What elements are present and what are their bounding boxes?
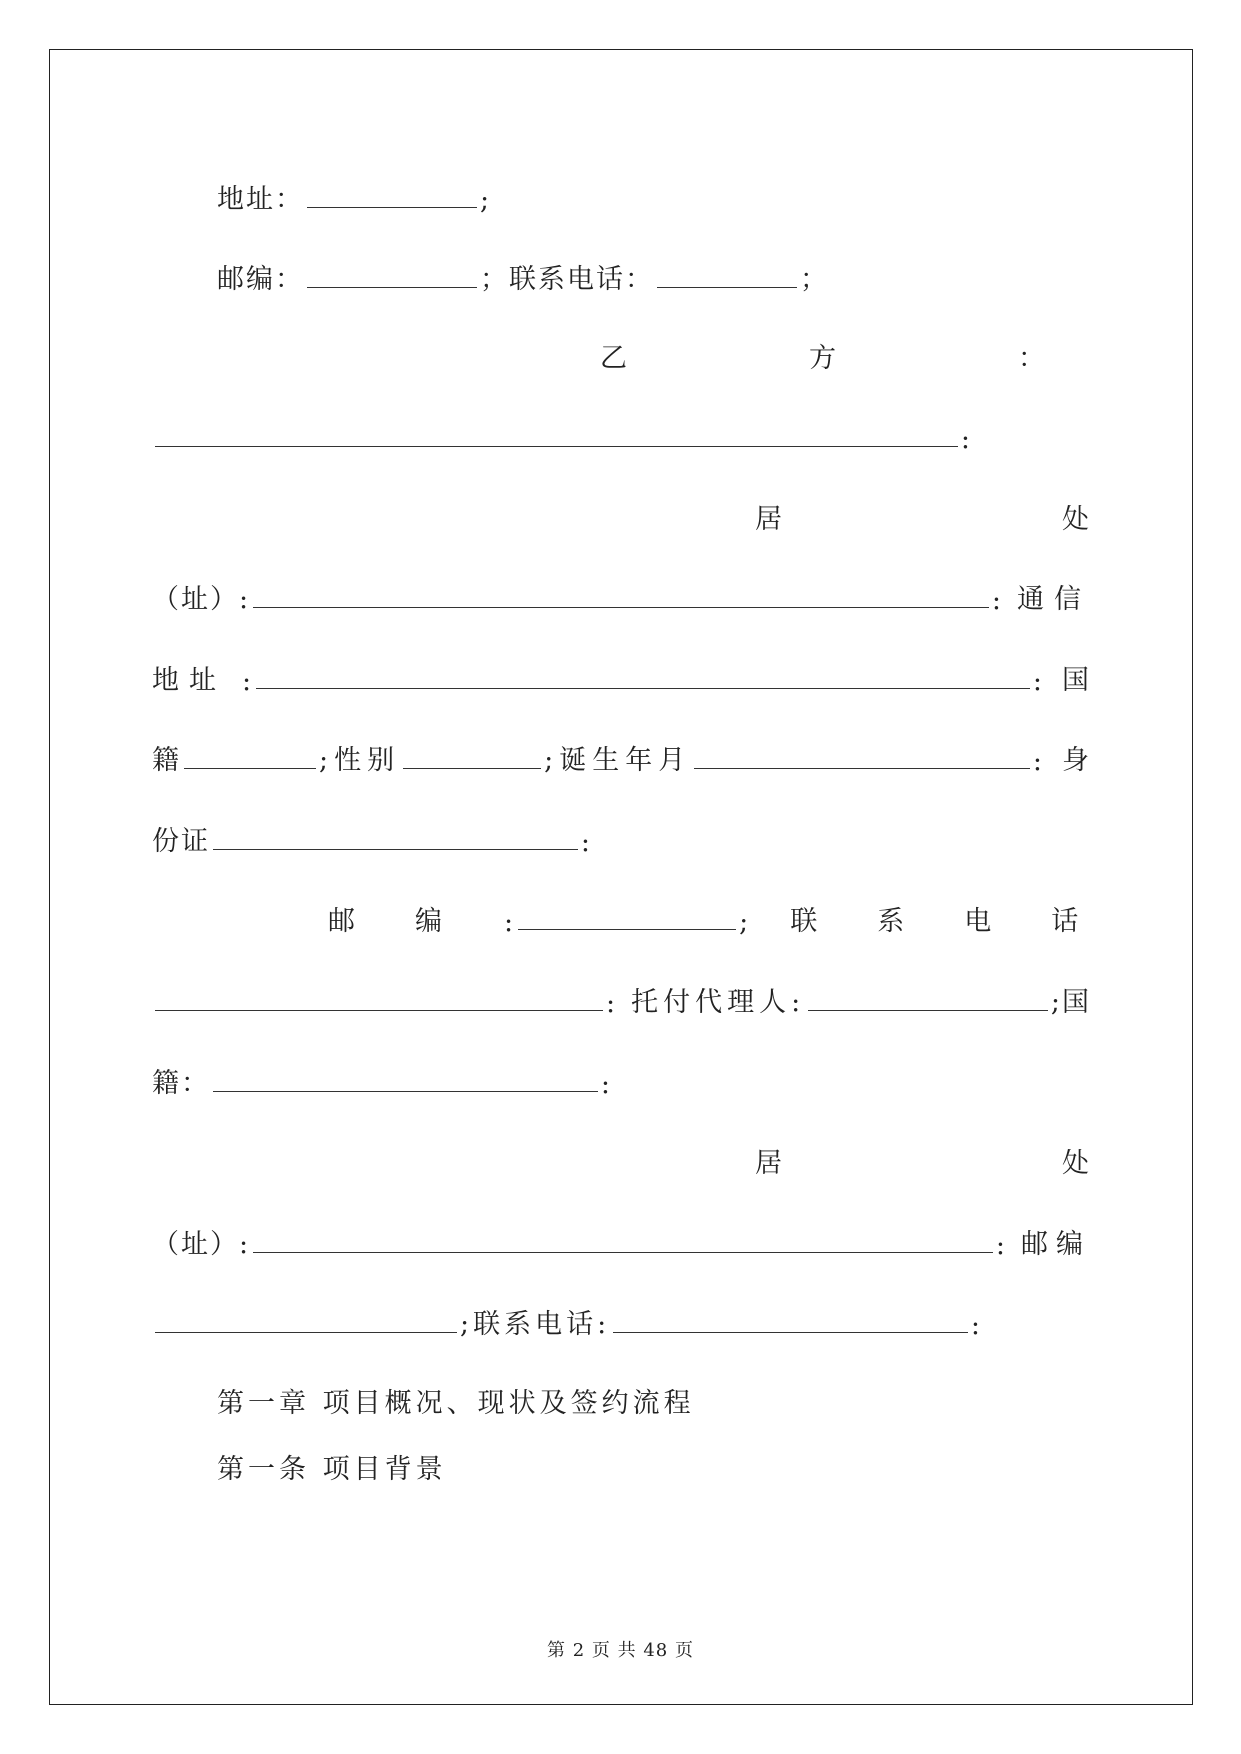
agent-phone-label: ;联系电话: <box>460 1309 611 1340</box>
phone-blank-2[interactable] <box>155 1008 603 1011</box>
residence-char-2: 处 <box>1062 1148 1091 1179</box>
agent-nationality-label-part: 籍： <box>152 1068 210 1099</box>
article-title: 第一条 项目背景 <box>217 1454 447 1485</box>
punct: : <box>242 666 254 697</box>
agent-postcode-label: 邮编 <box>1021 1229 1091 1260</box>
residence-heading <box>755 486 1091 536</box>
chapter-title: 第一章 项目概况、现状及签约流程 <box>217 1388 695 1419</box>
mailing-address-label: 地址 <box>152 665 226 696</box>
id-card-line <box>152 808 592 858</box>
punct: ; <box>480 185 492 216</box>
postcode-blank[interactable] <box>307 285 477 288</box>
agent-line <box>152 969 1091 1019</box>
phone-blank[interactable] <box>657 285 797 288</box>
party-b-name-blank[interactable] <box>155 444 958 447</box>
punct: : <box>960 424 972 455</box>
agent-blank[interactable] <box>808 1008 1048 1011</box>
id-label-part: 份证 <box>152 826 210 857</box>
gender-label: ;性别 <box>319 745 401 776</box>
agent-residence-heading <box>755 1130 1091 1180</box>
id-card-blank[interactable] <box>213 847 578 850</box>
residence-address-label: （址）: <box>152 584 251 615</box>
birthdate-label: ;诞生年月 <box>544 745 692 776</box>
punct: : <box>1032 746 1044 777</box>
residence-char-1: 居 <box>755 504 784 535</box>
phone-char-1: 联 <box>790 906 820 937</box>
punct: : <box>600 1069 612 1100</box>
article-heading <box>217 1436 1091 1486</box>
party-b-heading <box>600 325 1060 375</box>
agent-nationality-blank[interactable] <box>213 1089 598 1092</box>
agent-nationality-label: ;国 <box>1050 987 1091 1018</box>
punct: ； <box>800 264 829 295</box>
chapter-heading <box>217 1370 1091 1420</box>
nationality-gender-birth-line <box>152 727 1091 777</box>
residence-char-2: 处 <box>1062 504 1091 535</box>
agent-label: 托付代理人: <box>631 987 806 1018</box>
agent-nationality-line <box>152 1050 612 1100</box>
address-label: 地址： <box>217 184 304 215</box>
postcode-phone-line <box>217 246 1091 296</box>
mailing-address-line <box>152 647 1091 697</box>
phone-char-3: 电 <box>964 906 994 937</box>
postcode-label: 邮编： <box>217 264 304 295</box>
address-line <box>217 166 1091 216</box>
agent-phone-line <box>152 1291 982 1341</box>
party-b-char-1: 乙 <box>600 343 629 374</box>
punct: : <box>995 1230 1007 1261</box>
party-b-char-2: 方 <box>809 343 838 374</box>
party-b-name-line <box>152 405 972 455</box>
address-blank[interactable] <box>307 205 477 208</box>
agent-residence-line <box>152 1211 1091 1261</box>
postcode-char-2: 编 <box>415 906 444 937</box>
postcode-char-1: 邮 <box>328 906 357 937</box>
punct: : <box>991 585 1003 616</box>
agent-residence-blank[interactable] <box>253 1250 993 1253</box>
agent-residence-label: （址）: <box>152 1229 251 1260</box>
mailing-label-part: 通信 <box>1017 584 1091 615</box>
punct: : <box>580 827 592 858</box>
phone-char-4: 话 <box>1051 906 1081 937</box>
mailing-address-blank[interactable] <box>256 686 1030 689</box>
punct: ; <box>739 907 751 938</box>
birthdate-blank[interactable] <box>694 766 1030 769</box>
id-label-part: 身 <box>1062 745 1091 776</box>
residence-char-1: 居 <box>755 1148 784 1179</box>
punct: : <box>606 988 618 1019</box>
punct: : <box>1032 666 1044 697</box>
agent-postcode-blank[interactable] <box>155 1330 457 1333</box>
nationality-label-part: 籍 <box>152 745 181 776</box>
residence-address-line <box>152 566 1091 616</box>
gender-blank[interactable] <box>403 766 541 769</box>
punct: ： <box>1018 343 1047 374</box>
nationality-blank[interactable] <box>184 766 316 769</box>
nationality-label-part: 国 <box>1062 665 1091 696</box>
punct: : <box>970 1310 982 1341</box>
agent-phone-blank[interactable] <box>613 1330 968 1333</box>
page-number-footer: 第 2 页 共 48 页 <box>547 1640 694 1661</box>
residence-address-blank[interactable] <box>253 605 989 608</box>
postcode-phone-spread-line <box>328 888 1091 938</box>
phone-label: ；联系电话： <box>480 264 654 295</box>
phone-char-2: 系 <box>877 906 907 937</box>
postcode-blank-2[interactable] <box>518 927 736 930</box>
punct: : <box>504 907 516 938</box>
